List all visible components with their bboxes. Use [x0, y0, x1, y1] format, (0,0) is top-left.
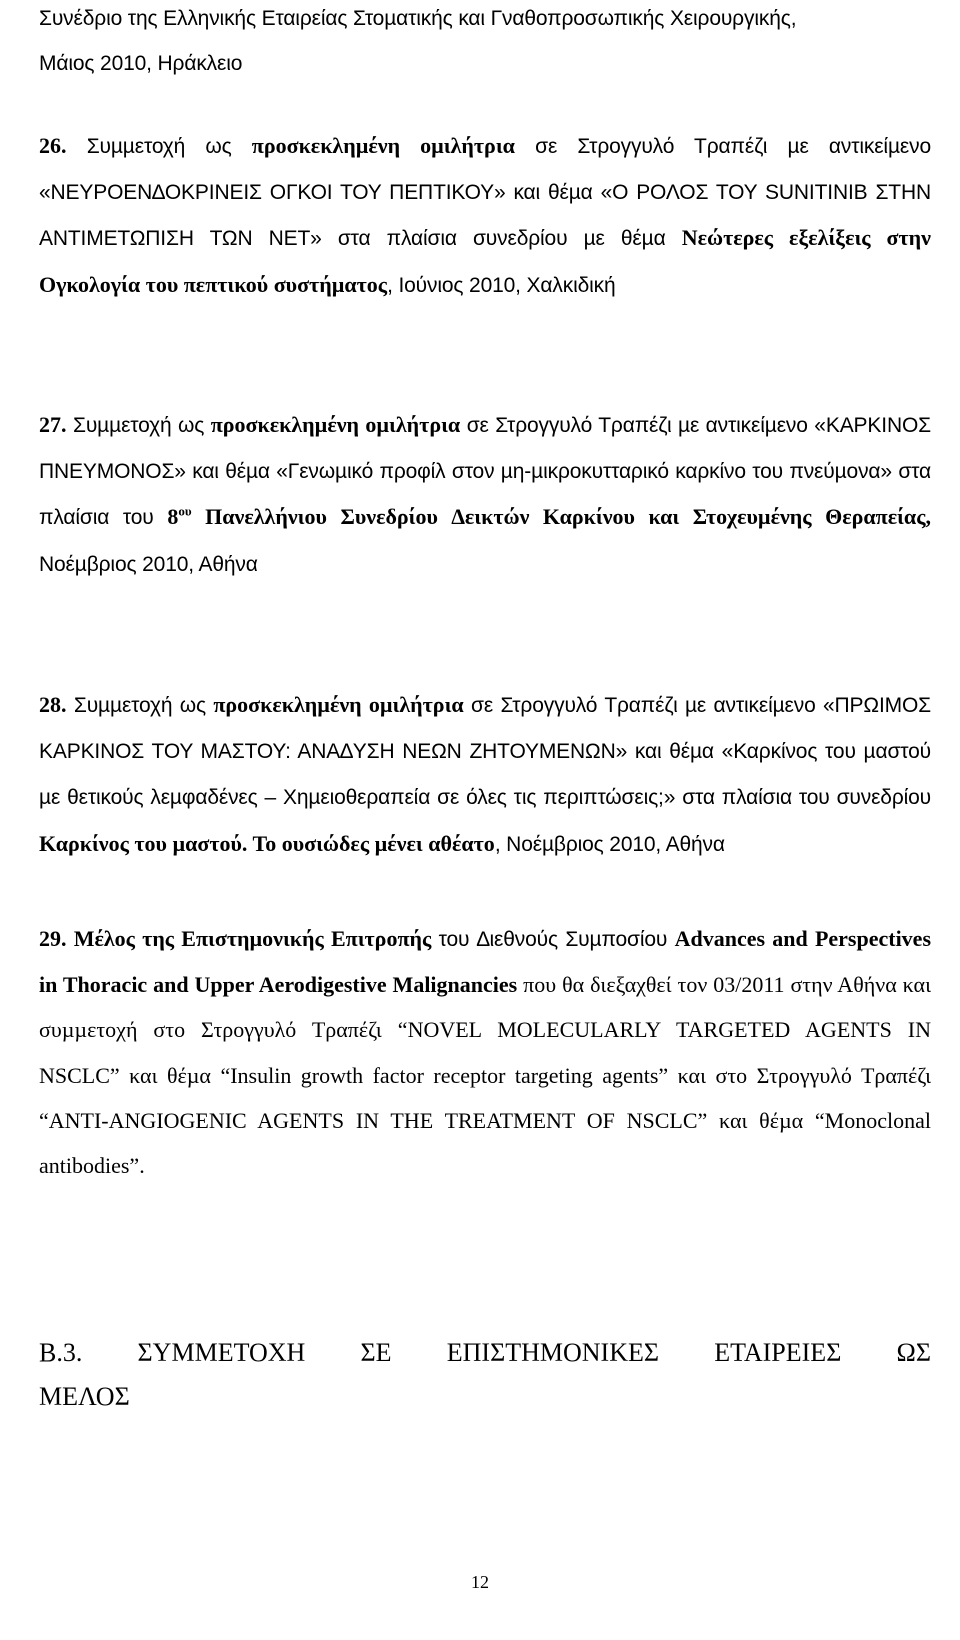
ordinal-suffix: ου: [178, 504, 192, 520]
item-text: Συµµετοχή ως: [66, 694, 214, 717]
carryover-line-1: Συνέδριο της Ελληνικής Εταιρείας Στοµατικής και Γναθοπροσωπικής Χειρουργικής,: [39, 7, 797, 30]
item-number: 28.: [39, 692, 67, 717]
item-text: σε Στρογγυλό Τραπέζι µε αντικείµενο «ΠΡΩΙΜΟΣ ΚΑΡΚΙΝΟΣ ΤΟΥ ΜΑΣΤΟΥ: ΑΝΑ∆ΥΣΗ ΝΕΩΝ ΖΗΤΟΥΜΕΝΩΝ» και θέµα «Καρκίνος του µαστού µε θετικούς λεµφαδένες – Χηµειοθεραπεία σε όλες τις περιπτώσεις;» στα πλαίσια του συνεδρίου: [39, 694, 931, 810]
list-item-26: [39, 123, 931, 308]
item-role: προσκεκληµένη οµιλήτρια: [213, 692, 464, 717]
item-date-place: Νοέµβριος 2010, Αθήνα: [39, 552, 258, 576]
item-date-place: , Ιούνιος 2010, Χαλκιδική: [387, 273, 616, 297]
item-date-place: , Νοέµβριος 2010, Αθήνα: [494, 832, 725, 856]
item-role: Μέλος της Επιστηµονικής Επιτροπής: [66, 926, 432, 951]
item-text: σε Στρογγυλό Τραπέζι µε αντικείµενο «ΚΑΡΚΙΝΟΣ ΠΝΕΥΜΟΝΟΣ» και θέµα «Γενωµικό προφίλ στον µη-µικροκυτταρικό καρκίνο του πνεύµονα» στα πλαίσια του: [39, 414, 931, 530]
item-text: σε Στρογγυλό Τραπέζι µε αντικείµενο «ΝΕΥΡΟΕΝ∆ΟΚΡΙΝΕΙΣ ΟΓΚΟΙ ΤΟΥ ΠΕΠΤΙΚΟΥ» και θέµα «Ο ΡΟΛΟΣ ΤΟΥ SUNITINIB ΣΤΗΝ ΑΝΤΙΜΕΤΩΠΙΣΗ ΤΩΝ ΝΕΤ» στα πλαίσια συνεδρίου µε θέµα: [39, 135, 931, 251]
item-text: που θα διεξαχθεί τον 03/2011 στην Αθήνα και συµµετοχή στο Στρογγυλό Τραπέζι “NOVEL MOLECULARLY TARGETED AGENTS IN NSCLC” και θέµα “Insulin growth factor receptor targeting agents” και στο Στρογγυλό Τραπέζι “ANTI-ANGIOGENIC AGENTS IN THE TREATMENT OF NSCLC” και θέµα “Monoclonal antibodies”.: [39, 972, 931, 1179]
page-number: 12: [471, 1572, 489, 1592]
item-role: προσκεκληµένη οµιλήτρια: [251, 133, 515, 158]
carryover-paragraph: [39, 0, 931, 86]
carryover-line-2: Μάιος 2010, Ηράκλειο: [39, 52, 243, 76]
list-item-29: [39, 916, 931, 1188]
item-role: προσκεκληµένη οµιλήτρια: [210, 412, 461, 437]
section-heading: [39, 1331, 931, 1419]
item-symposium: Advances and Perspectives in Thoracic and Upper Aerodigestive Malignancies: [39, 926, 932, 998]
section-heading-line-1: Β.3. ΣΥΜΜΕΤΟΧΗ ΣΕ ΕΠΙΣΤΗΜΟΝΙΚΕΣ ΕΤΑΙΡΕΙΕΣ ΩΣ: [39, 1338, 931, 1367]
item-conference-ordinal: 8: [167, 504, 179, 530]
item-number: 26.: [39, 133, 67, 158]
item-number: 27.: [39, 412, 67, 437]
item-text: Συµµετοχή ως: [66, 135, 252, 158]
item-conference: Καρκίνος του µαστού. Το ουσιώδες µένει αθέατο: [39, 830, 495, 856]
item-number: 29.: [39, 926, 67, 951]
item-text: Συµµετοχή ως: [66, 414, 211, 437]
item-conference: Νεώτερες εξελίξεις στην Ογκολογία του πεπτικού συστήµατος: [39, 225, 931, 297]
list-item-27: [39, 402, 931, 587]
item-text: του ∆ιεθνούς Συµποσίου: [431, 928, 675, 951]
item-conference: Πανελλήνιου Συνεδρίου ∆εικτών Καρκίνου και Στοχευµένης Θεραπείας,: [191, 504, 931, 530]
section-heading-line-2: ΜΕΛΟΣ: [39, 1382, 130, 1411]
list-item-28: [39, 682, 931, 867]
